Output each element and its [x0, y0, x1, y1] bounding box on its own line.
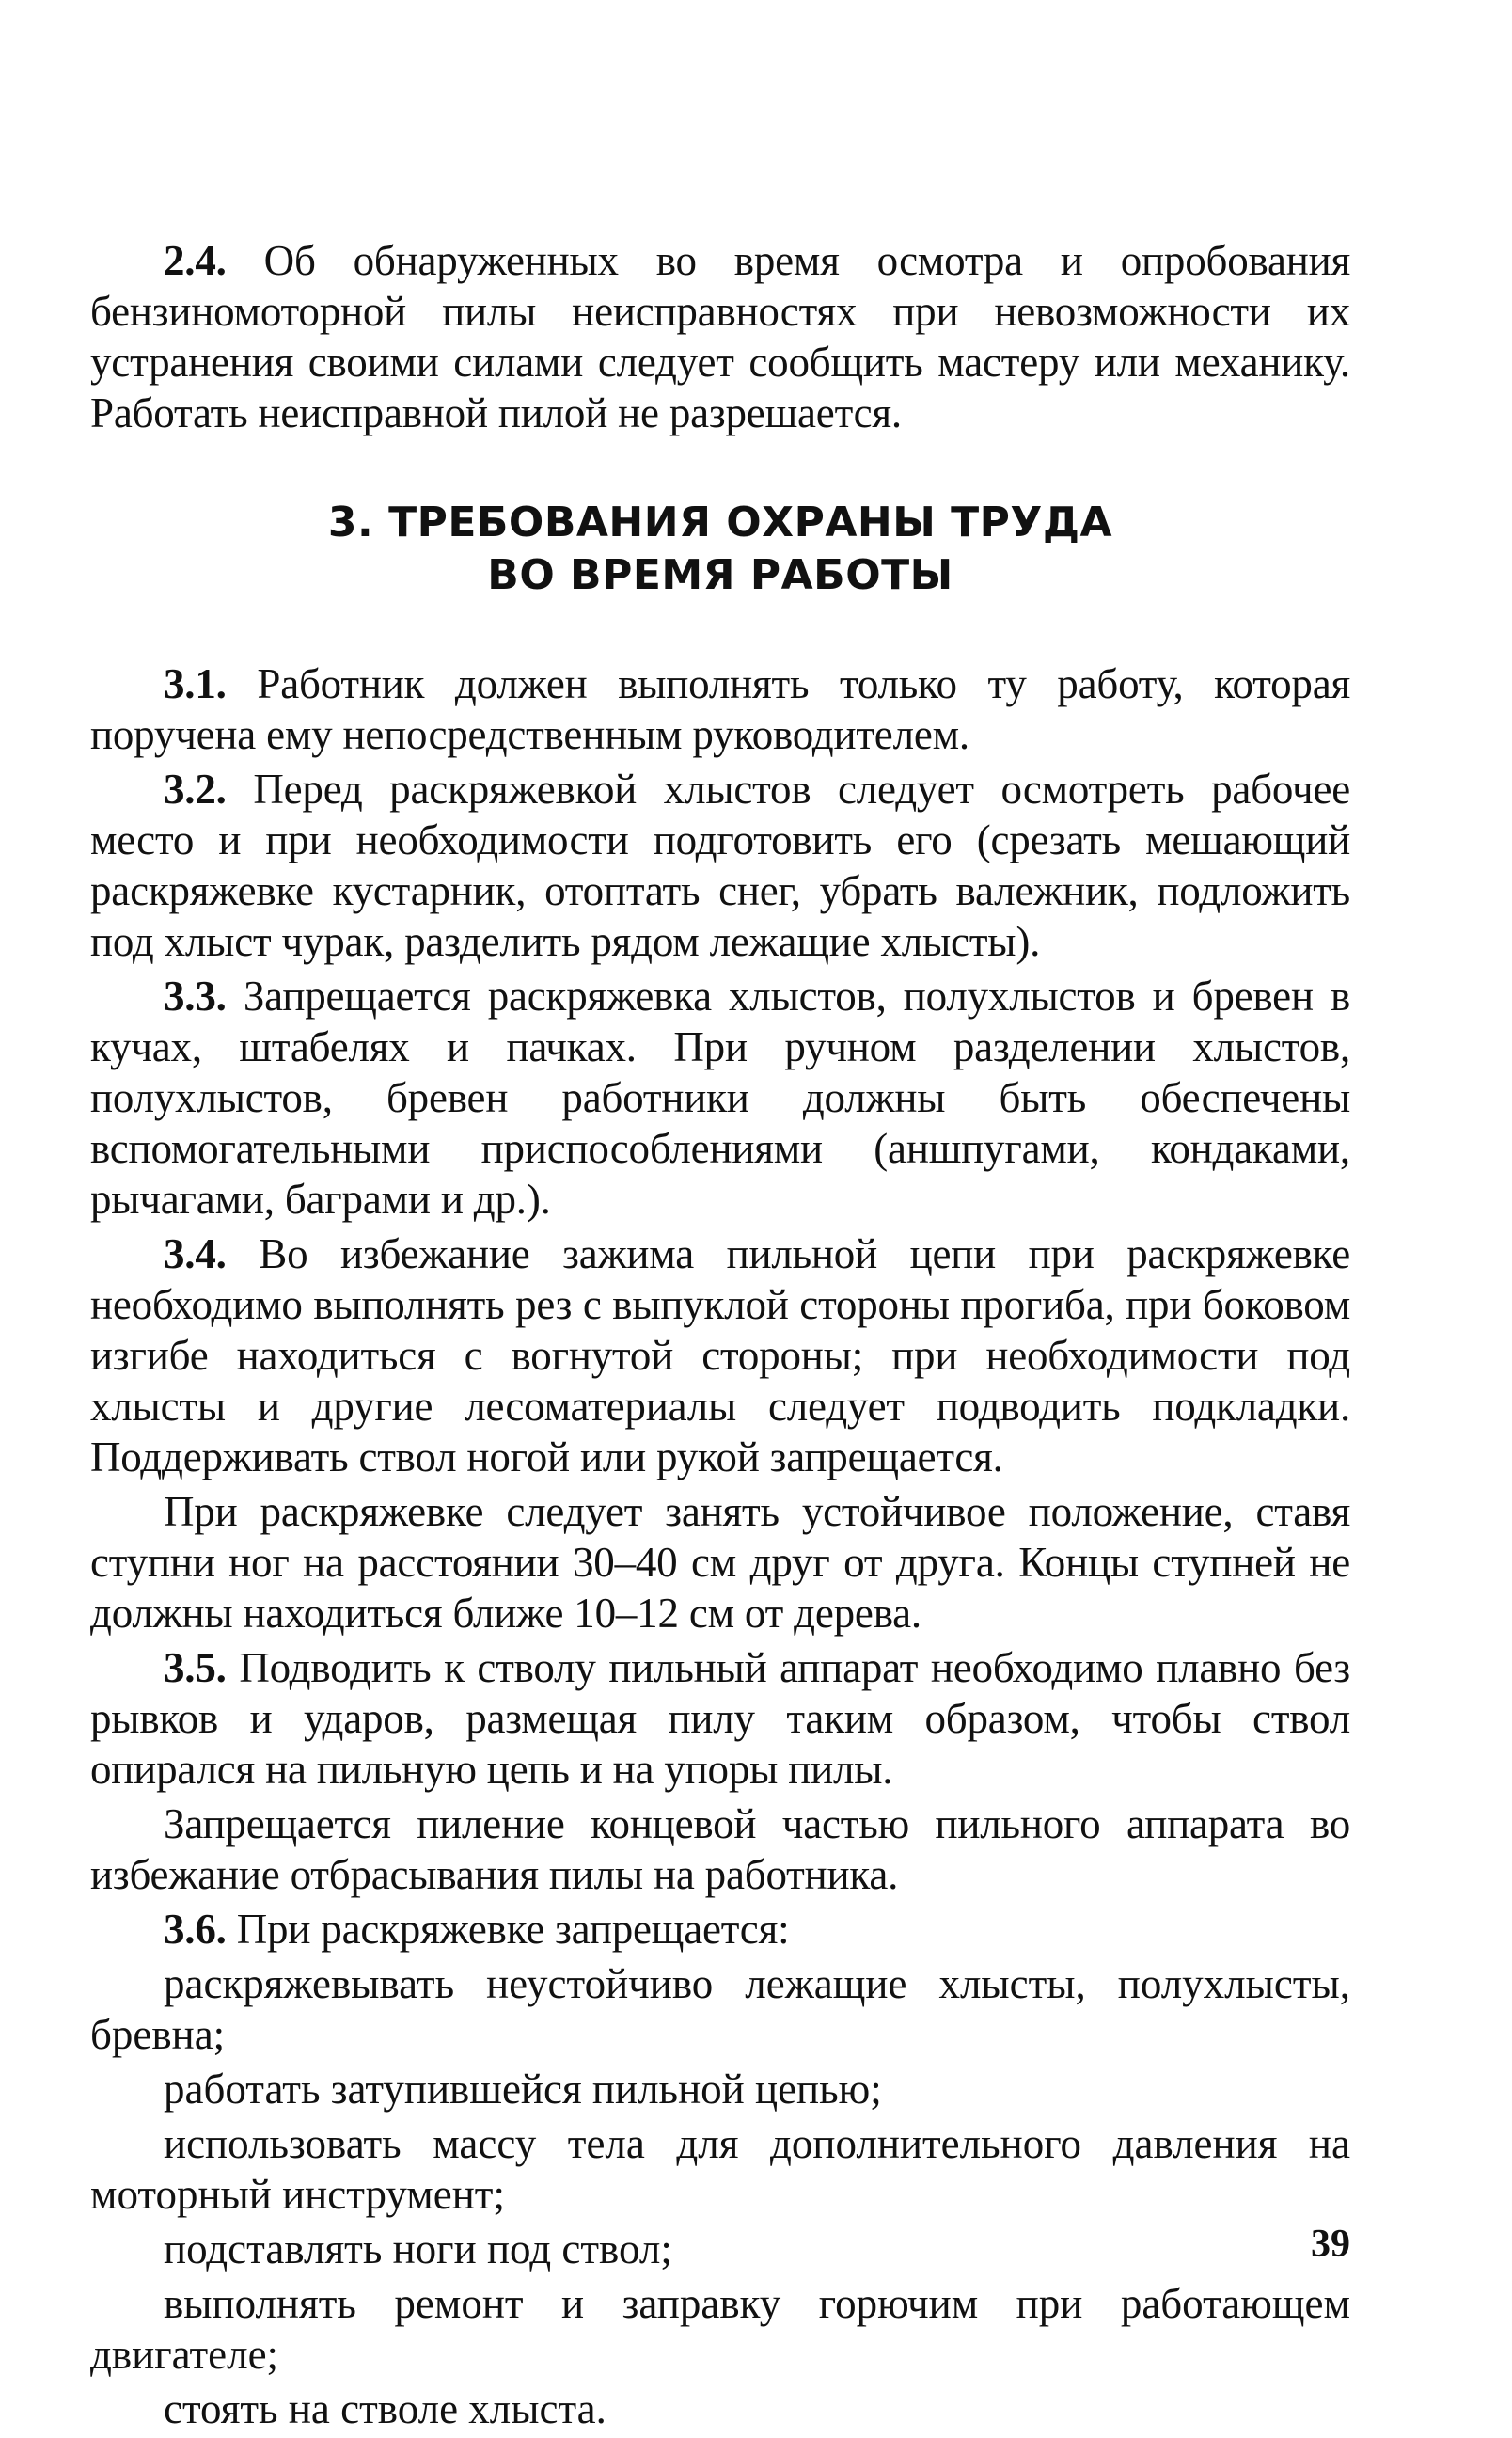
clause-number: 3.5. — [164, 1644, 227, 1691]
paragraph-3-3 — [90, 971, 1350, 1225]
clause-number: 2.4. — [164, 237, 227, 284]
paragraph-3-4-continued — [90, 1486, 1350, 1639]
page-content — [90, 235, 1350, 2438]
paragraph-2-4 — [90, 235, 1350, 438]
clause-text: Подводить к стволу пильный аппарат необходимо плавно без рывков и ударов, размещая пилу таким образом, чтобы ствол опирался на пильную цепь и на упоры пилы. — [90, 1644, 1350, 1793]
clause-number: 3.4. — [164, 1230, 227, 1277]
list-item: раскряжевывать неустойчиво лежащие хлысты, полухлысты, бревна; — [90, 1960, 1350, 2058]
section-heading — [90, 497, 1350, 602]
clause-text: Об обнаруженных во время осмотра и опробования бензиномоторной пилы неисправностях при невозможности их устранения своими силами следует сообщить мастеру или механику. Работать неисправной пилой не разрешается. — [90, 237, 1350, 436]
clause-number: 3.6. — [164, 1906, 227, 1953]
clause-text: Запрещается пиление концевой частью пильного аппарата во избежание отбрасывания пилы на работника. — [90, 1800, 1350, 1898]
heading-line-2: ВО ВРЕМЯ РАБОТЫ — [487, 551, 953, 599]
clause-number: 3.1. — [164, 660, 227, 707]
page-number: 39 — [1311, 2223, 1350, 2266]
list-item: выполнять ремонт и заправку горючим при работающем двигателе; — [90, 2280, 1350, 2378]
list-item: работать затупившейся пильной цепью; — [164, 2066, 882, 2113]
clause-text: Запрещается раскряжевка хлыстов, полухлыстов и бревен в кучах, штабелях и пачках. При ручном разделении хлыстов, полухлыстов, бревен работники должны быть обеспечены вспомогательными приспособлениями (аншпугами, кондаками, рычагами, баграми и др.). — [90, 973, 1350, 1223]
heading-line-1: 3. ТРЕБОВАНИЯ ОХРАНЫ ТРУДА — [327, 499, 1113, 546]
paragraph-3-5 — [90, 1642, 1350, 1795]
clause-number: 3.3. — [164, 973, 227, 1020]
clause-number: 3.2. — [164, 766, 227, 813]
paragraph-3-2 — [90, 764, 1350, 967]
clause-text: Работник должен выполнять только ту работу, которая поручена ему непосредственным руководителем. — [90, 660, 1350, 758]
paragraph-3-1 — [90, 658, 1350, 760]
list-item: использовать массу тела для дополнительного давления на моторный инструмент; — [90, 2120, 1350, 2218]
list-item: стоять на стволе хлыста. — [164, 2385, 606, 2432]
clause-text: При раскряжевке запрещается: — [226, 1906, 790, 1953]
paragraph-3-4 — [90, 1228, 1350, 1482]
clause-text: Во избежание зажима пильной цепи при раскряжевке необходимо выполнять рез с выпуклой стороны прогиба, при боковом изгибе находиться с вогнутой стороны; при необходимости под хлысты и другие лесоматериалы следует подводить подкладки. Поддерживать ствол ногой или рукой запрещается. — [90, 1230, 1350, 1480]
paragraph-3-5-continued — [90, 1798, 1350, 1900]
clause-text: Перед раскряжевкой хлыстов следует осмотреть рабочее место и при необходимости подготовить его (срезать мешающий раскряжевке кустарник, отоптать снег, убрать валежник, подложить под хлыст чурак, разделить рядом лежащие хлысты). — [90, 766, 1350, 965]
list-item: подставлять ноги под ствол; — [164, 2225, 672, 2272]
paragraph-3-6 — [90, 1904, 1350, 1955]
clause-text: При раскряжевке следует занять устойчивое положение, ставя ступни ног на расстоянии 30–40 см друг от друга. Концы ступней не должны находиться ближе 10–12 см от дерева. — [90, 1488, 1350, 1637]
